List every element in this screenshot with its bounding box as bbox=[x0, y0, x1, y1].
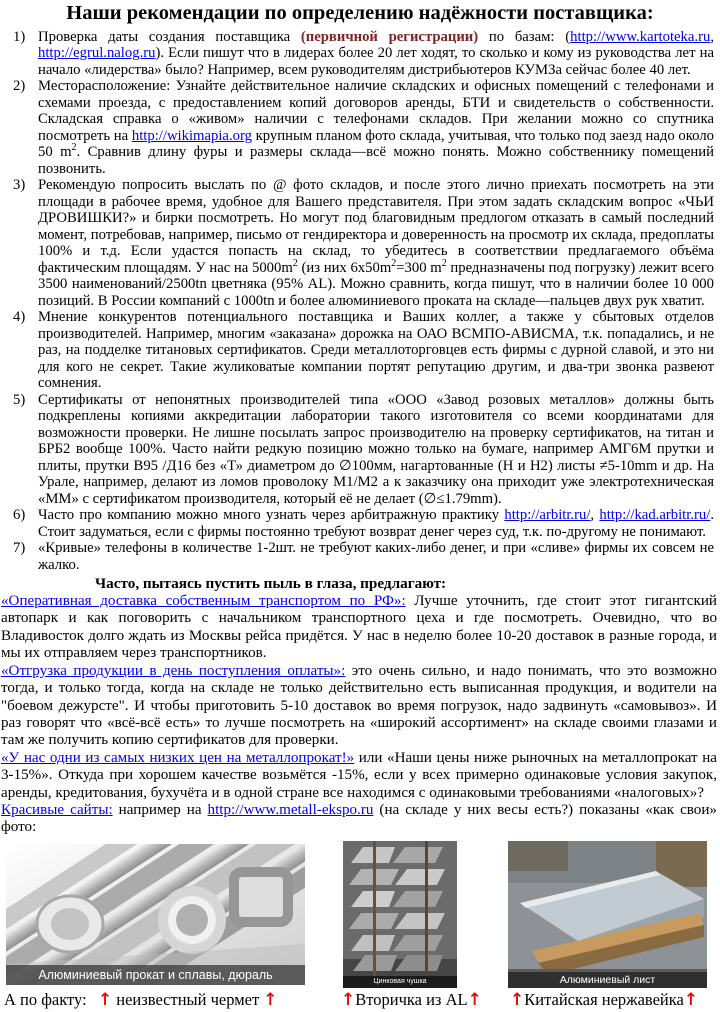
up-arrow-icon: ↑ bbox=[683, 989, 699, 1010]
photo-caption: Алюминиевый лист bbox=[508, 972, 707, 988]
text-run: Рекомендую попросить выслать по @ фото складов, и после этого лично приехать посмотреть на эти площади в рабочее время, удобное для Вашего представителя. При этом задать складским вопрос «ЧЬИ ДРОВИШКИ?» и бирки посмотреть. Но могут под благовидным предлогом отказать в самый последний момент, потребовав, например, письмо от гендиректора и доверенность на просмотр их склада, предоплаты 100% и т.д. Если удастся попасть на склад, то убедитесь в соответствии предлагаемого объёма фактическим площадям. У нас на 5000m bbox=[38, 177, 714, 276]
up-arrow-icon: ↑ bbox=[98, 989, 113, 1010]
text-run: , bbox=[710, 28, 714, 45]
inline-link[interactable]: http://arbitr.ru/ bbox=[504, 507, 591, 524]
paragraph-prices bbox=[0, 750, 720, 802]
section-subheading: Часто, пытаясь пустить пыль в глаза, предлагают: bbox=[95, 575, 447, 593]
inline-link[interactable]: http://wikimapia.org bbox=[131, 127, 252, 144]
fact-label-text: неизвестный чермет bbox=[116, 989, 260, 1009]
list-item-text bbox=[38, 29, 714, 79]
list-item bbox=[13, 540, 714, 573]
list-item-number: 6) bbox=[13, 507, 26, 524]
inline-link[interactable]: http://www.kartoteka.ru bbox=[570, 28, 711, 45]
aluminium-sheet-illustration bbox=[508, 841, 707, 988]
text-run: «Кривые» телефоны в количестве 1-2шт. не требуют каких-либо денег, и при «сливе» фирмы их совсем не жалко. bbox=[38, 540, 714, 573]
zinc-ingots-illustration bbox=[343, 841, 457, 988]
zinc-ingots-photo bbox=[343, 841, 457, 988]
text-run: Мнение конкурентов потенциального поставщика и Ваших коллег, а также у сбытовых отделов производителей. Например, многим «заказана» дорожка на ОАО ВСМПО-АВИСМА, т.к. попадались, и не раз, на подделке титановых сертификатов. Среди металлоторговцев есть фирмы с дурной славой, и это ни для кого не секрет. Такие жуликоватые компании портят репутацию другим, и два-три звонка развеют сомнения. bbox=[38, 309, 714, 392]
up-arrow-icon: ↑ bbox=[341, 989, 356, 1010]
aluminium-sheet-photo bbox=[508, 841, 707, 988]
fact-prefix: А по факту: bbox=[4, 989, 87, 1009]
superscript: 2 bbox=[71, 142, 77, 154]
fact-label-chinese-steel bbox=[510, 990, 698, 1010]
list-item-text bbox=[38, 177, 714, 309]
list-item-number: 3) bbox=[13, 177, 26, 194]
text-run: . Стоит задуматься, если с фирмы постоянно требуют возврат денег через суд, т.к. по-другому не понимают. bbox=[38, 507, 714, 540]
list-item-text bbox=[38, 78, 714, 177]
text-run: например на bbox=[112, 801, 208, 818]
recommendations-list bbox=[0, 29, 720, 574]
up-arrow-icon: ↑ bbox=[263, 989, 278, 1010]
list-item bbox=[13, 177, 714, 309]
list-item bbox=[13, 78, 714, 177]
list-item-number: 4) bbox=[13, 309, 26, 326]
list-item bbox=[13, 309, 714, 392]
fact-footer bbox=[0, 990, 720, 1012]
inline-link[interactable]: http://egrul.nalog.ru bbox=[38, 45, 156, 62]
list-item bbox=[13, 29, 714, 79]
text-run: предназначены под погрузку) лежит всего 3500 наименований/2500tn цветняка (95% AL). Можно сравнить, когда пишут, что в наличии более 10 000 позиций. В России компаний с 1000tn и более алюминиевого проката на складе—пальцев двух рук хватит. bbox=[38, 259, 715, 309]
aluminium-rolled-photo bbox=[6, 844, 305, 985]
text-run: . Сравнив длину фуры и размеры склада—всё можно понять. Можно собственнику помещений позвонить. bbox=[38, 144, 714, 177]
photo-caption: Цинковая чушка bbox=[343, 976, 457, 988]
inline-link[interactable]: Красивые сайты: bbox=[1, 801, 113, 818]
list-item-text bbox=[38, 309, 714, 392]
list-item-text bbox=[38, 392, 714, 508]
inline-link[interactable]: «Отгрузка продукции в день поступления оплаты»: bbox=[1, 662, 346, 679]
text-run: Месторасположение: Узнайте действительное наличие складских и офисных помещений с телефонами и схемами проезда, с предоставлением копий договоров аренды, БТИ и свидетельств о собственности. Складская справка о «живом» наличии с телефонами складов. При желании можно со спутника посмотреть на bbox=[38, 78, 714, 144]
superscript: 2 bbox=[391, 257, 397, 269]
list-item-number: 7) bbox=[13, 540, 26, 557]
paragraph-shipment bbox=[0, 663, 720, 750]
text-run: Сертификаты от непонятных производителей типа «ООО «Завод розовых металлов» должны быть подкреплены копиями аккредитации лаборатории такого изготовителя со всеми координатами для возможности проверки. Не лишне посылать запрос производителю на проверку сертификатов, на титан и БРБ2 вообще 100%. Часто найти редкую позицию можно только на бумаге, например АМГ6М прутки и плиты, прутки В95 /Д16 без «Т» диаметром до ∅100мм, нагартованные (Н и Н2) листы ≠5-10mm и др. На Урале, например, делают из ломов проволоку М1/М2 а к заказчику она приходит уже электротехническая «ММ» с сертификатом производителя, который её не делает (∅≤1.79mm). bbox=[38, 391, 714, 507]
fact-label-scrap bbox=[98, 990, 277, 1010]
list-item bbox=[13, 507, 714, 540]
text-run: =300 m bbox=[396, 259, 442, 276]
photo-row bbox=[0, 841, 720, 988]
inline-link[interactable]: «Оперативная доставка собственным транспортом по РФ»: bbox=[1, 593, 406, 610]
text-run: или «Наши цены ниже рыночных на металлопрокат на 3-15%». Откуда при хорошем качестве возьмётся -15%, если у всех примерно одинаковые условия закупок, аренды, кредитования, бухучёта и в одной стране все находимся с одинаковыми требованиями «налоговых»? bbox=[1, 749, 717, 801]
inline-link[interactable]: «У нас одни из самых низких цен на металлопрокат!» bbox=[1, 749, 355, 766]
text-run: по базам: ( bbox=[478, 28, 571, 45]
text-run: Лучше уточнить, где стоит этот гигантский автопарк и как поговорить с начальником транспортного цеха и где посмотреть. Очевидно, что во Владивосток долго ждать из Москвы рейса придётся. У нас в неделю более 10-20 доставок в разные города, и мы их отправляем через транспортников. bbox=[1, 593, 717, 662]
superscript: 2 bbox=[292, 257, 298, 269]
list-item-text bbox=[38, 507, 714, 540]
text-run: (на складе у них весы есть?) показаны «как свои» фото: bbox=[1, 801, 717, 836]
list-item-number: 2) bbox=[13, 78, 26, 95]
text-run: Проверка даты создания поставщика bbox=[38, 28, 301, 45]
list-item-text bbox=[38, 540, 714, 573]
red-emphasis-text: (первичной регистрации) bbox=[300, 28, 479, 45]
list-item bbox=[13, 392, 714, 508]
text-run: это очень сильно, и надо понимать, что это возможно тогда, и только тогда, когда на складе не только действительно есть выписанная продукция, и водители на "боевом дежурсте". И чтобы приготовить 5-10 доставок во время погрузок, надо задвинуть «самовывоз». И раз говорят что «всё-всё есть» то лучше посмотреть на «широкий ассортимент» на складе своими глазами и там же получить копию сертификатов для проверки. bbox=[1, 662, 717, 749]
fact-label-text: Вторичка из AL bbox=[355, 989, 468, 1009]
photo-caption: Алюминиевый прокат и сплавы, дюраль bbox=[6, 965, 305, 985]
text-run: Часто про компанию можно много узнать через арбитражную практику bbox=[38, 507, 505, 524]
list-item-number: 5) bbox=[13, 391, 26, 408]
inline-link[interactable]: http://kad.arbitr.ru/ bbox=[599, 507, 711, 524]
list-item-number: 1) bbox=[13, 28, 26, 45]
up-arrow-icon: ↑ bbox=[510, 989, 525, 1010]
aluminium-rolled-illustration bbox=[6, 844, 305, 985]
fact-label-secondary-al bbox=[341, 990, 482, 1010]
superscript: 2 bbox=[441, 257, 447, 269]
text-run: крупным планом фото склада, учитывая, что только под заезд надо около 50 m bbox=[38, 127, 714, 161]
text-run: (из них 6х50m bbox=[297, 259, 392, 276]
paragraph-delivery bbox=[0, 593, 720, 663]
text-run: , bbox=[590, 507, 600, 524]
inline-link[interactable]: http://www.metall-ekspo.ru bbox=[207, 801, 374, 818]
fact-label-text: Китайская нержавейка bbox=[524, 989, 684, 1009]
page-title: Наши рекомендации по определению надёжности поставщика: bbox=[66, 2, 654, 24]
text-run: ). Если пишут что в лидерах более 20 лет ходят, то сколько и кому из руководства лет на начало «лидерства» было? Например, всем руководителям дистрибьютеров КУМЗа сейчас более 40 лет. bbox=[38, 45, 714, 78]
up-arrow-icon: ↑ bbox=[467, 989, 482, 1010]
paragraph-websites bbox=[0, 802, 720, 837]
